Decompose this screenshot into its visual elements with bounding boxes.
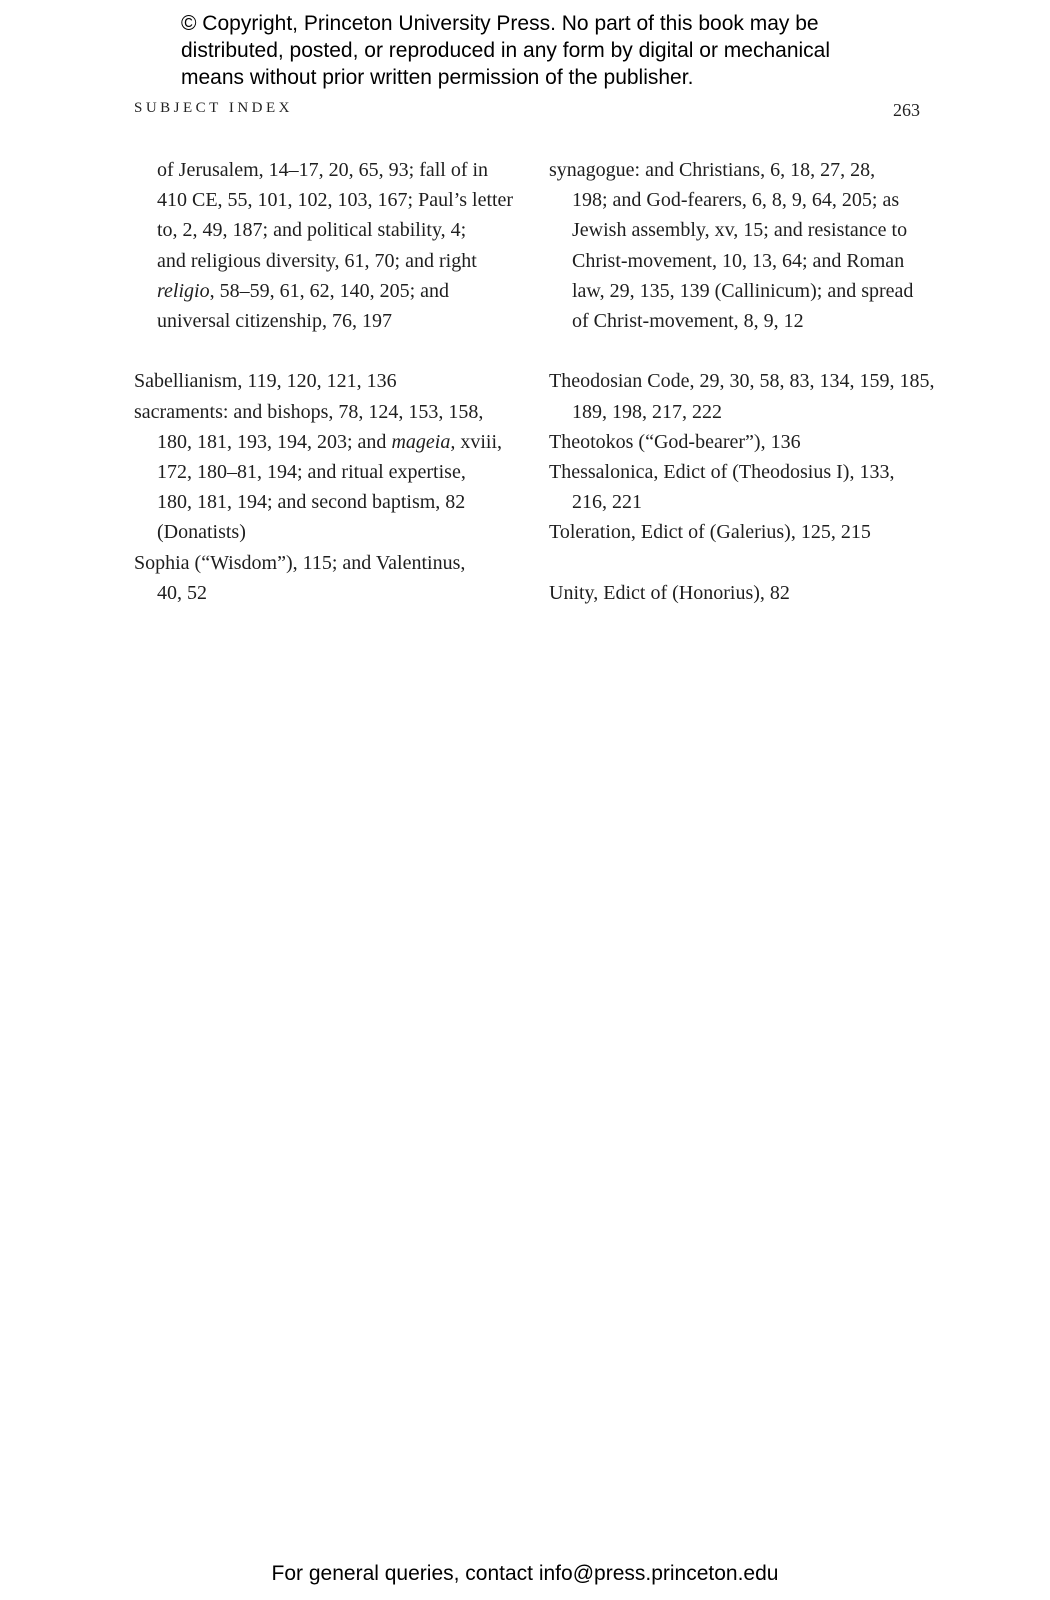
index-line: and religious diversity, 61, 70; and right [157, 249, 477, 272]
index-line: Christ-movement, 10, 13, 64; and Roman [572, 249, 905, 272]
index-column-right [549, 155, 935, 608]
index-line: Sophia (“Wisdom”), 115; and Valentinus, [134, 551, 466, 574]
index-line: Theotokos (“God-bearer”), 136 [549, 430, 801, 453]
index-line: Toleration, Edict of (Galerius), 125, 215 [549, 521, 871, 544]
index-line: 180, 181, 194; and second baptism, 82 [157, 491, 466, 514]
index-line: (Donatists) [157, 521, 246, 544]
index-entry-sabellianism [134, 366, 514, 396]
index-line: Thessalonica, Edict of (Theodosius I), 133, [549, 461, 895, 484]
letter-group-gap [134, 336, 514, 366]
index-entry-sophia [134, 548, 514, 608]
copyright-line: distributed, posted, or reproduced in any form by digital or mechanical [181, 39, 831, 62]
letter-group-gap [549, 336, 929, 366]
footer-contact: For general queries, contact info@press.princeton.edu [271, 1562, 779, 1585]
index-line: Unity, Edict of (Honorius), 82 [549, 581, 790, 604]
index-entry-sacraments [134, 397, 514, 548]
index-line: law, 29, 135, 139 (Callinicum); and spread [572, 279, 914, 302]
index-line: 172, 180–81, 194; and ritual expertise, [157, 461, 466, 484]
italic-term: mageia, [391, 430, 456, 453]
index-line: Theodosian Code, 29, 30, 58, 83, 134, 159, 185, [549, 370, 935, 393]
letter-group-gap [549, 548, 929, 578]
index-entry-theodosian-code [549, 366, 935, 426]
copyright-line: © Copyright, Princeton University Press. No part of this book may be [181, 12, 819, 35]
page-number: 263 [893, 100, 920, 120]
index-line: 198; and God-fearers, 6, 8, 9, 64, 205; as [572, 189, 900, 212]
index-line: of Christ-movement, 8, 9, 12 [572, 310, 804, 333]
index-line: 40, 52 [157, 581, 207, 604]
index-line: 216, 221 [572, 491, 642, 514]
index-entry-synagogue [549, 155, 929, 336]
index-entry-toleration [549, 517, 929, 547]
index-entry-thessalonica [549, 457, 929, 517]
index-column-left [134, 155, 514, 608]
index-line: universal citizenship, 76, 197 [157, 310, 392, 333]
copyright-notice [181, 10, 901, 91]
index-line-religio: religio, 58–59, 61, 62, 140, 205; and [157, 279, 450, 302]
index-line: sacraments: and bishops, 78, 124, 153, 158, [134, 400, 484, 423]
index-line: of Jerusalem, 14–17, 20, 65, 93; fall of in [157, 159, 489, 181]
index-line: Sabellianism, 119, 120, 121, 136 [134, 370, 397, 393]
copyright-line: means without prior written permission of the publisher. [181, 66, 694, 89]
index-entry-theotokos [549, 427, 929, 457]
index-line: 189, 198, 217, 222 [572, 400, 722, 423]
running-title: SUBJECT INDEX [134, 100, 293, 116]
index-entry-rome-continued [134, 155, 514, 336]
italic-term: religio [157, 279, 210, 302]
index-line-mageia: 180, 181, 193, 194, 203; and mageia, xviii, [157, 430, 502, 453]
index-line: 410 CE, 55, 101, 102, 103, 167; Paul’s letter [157, 189, 514, 212]
index-line: synagogue: and Christians, 6, 18, 27, 28, [549, 159, 876, 181]
index-line: to, 2, 49, 187; and political stability, 4; [157, 219, 467, 242]
index-line: Jewish assembly, xv, 15; and resistance to [572, 219, 908, 242]
index-entry-unity [549, 578, 929, 608]
